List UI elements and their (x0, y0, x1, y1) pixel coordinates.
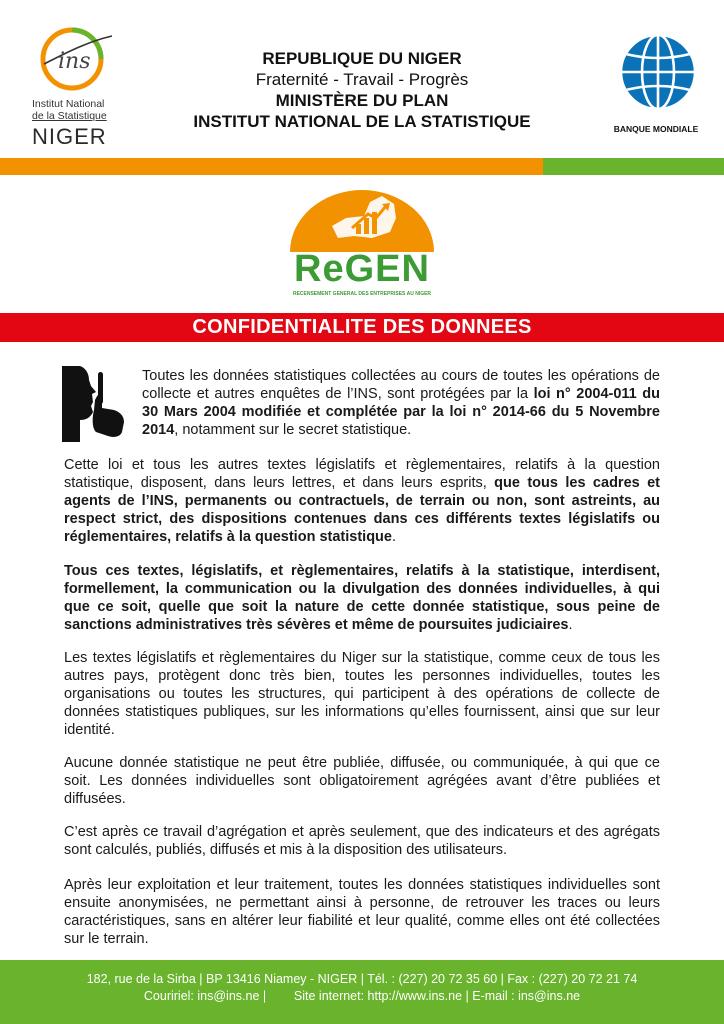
ins-logo-icon (34, 24, 116, 94)
paragraph-5: Aucune donnée statistique ne peut être publiée, diffusée, ou communiquée, à qui que ce soit. Les données individuelles sont obligatoirement agrégées avant d’être publiées et diffusées. (64, 755, 660, 807)
footer-contacts: Couririel: ins@ins.ne | Site internet: http://www.ins.ne | E-mail : ins@ins.ne (143, 989, 581, 1003)
green-band (543, 158, 724, 175)
ins-name: Institut National de la Statistique (32, 98, 107, 122)
footer-address: 182, rue de la Sirba | BP 13416 Niamey - NIGER | Tél. : (227) 20 72 35 60 | Fax : (227) 20 72 21 74 (86, 972, 638, 986)
regen-wordmark: ReGEN (294, 248, 430, 290)
world-bank-label: BANQUE MONDIALE (613, 124, 699, 134)
page-title: CONFIDENTIALITE DES DONNEES (192, 316, 532, 338)
paragraph-4: Les textes législatifs et règlementaires du Niger sur la statistique, comme ceux de tous les autres pays, protègent donc très bien, toutes les personnes individuelles, toutes les organisations ou toutes les structures, qui participent à des opérations de collecte de données statistiques publiques, sur les informations qu’elles fournissent, ainsi que sur leur identité. (64, 650, 660, 738)
footer (0, 960, 724, 1024)
silence-gesture-icon (62, 366, 128, 442)
title-bar (0, 313, 724, 342)
world-bank-globe-icon (618, 32, 698, 112)
national-motto: Fraternité - Travail - Progrès (255, 70, 469, 89)
ins-country: NIGER (32, 124, 107, 149)
regen-tagline: RECENSEMENT GENERAL DES ENTREPRISES AU NIGER (292, 291, 432, 297)
svg-text:ins: ins (58, 49, 91, 74)
header-titles (130, 48, 594, 132)
paragraph-2: Cette loi et tous les autres textes législatifs et règlementaires, relatifs à la question statistique, disposent, dans leurs lettres, et dans leurs esprits, que tous les cadres et agents de l’INS, permanents ou contractuels, de terrain ou non, sont astreints, au respect strict, des dispositions contenues dans ces différents textes législatifs ou réglementaires, relatifs à la question statistique. (64, 457, 660, 545)
paragraph-7: Après leur exploitation et leur traitement, toutes les données statistiques individuelles sont ensuite anonymisées, ne permettant ainsi à personne, de retrouver les traces ou leurs caractéristiques, sans en altérer leur fiabilité et leur qualité, comme elles ont été collectées sur le terrain. (64, 877, 660, 947)
paragraph-6: C’est après ce travail d’agrégation et après seulement, que des indicateurs et des agrégats sont calculés, publiés, diffusés et mis à la disposition des utilisateurs. (64, 824, 660, 858)
regen-logo (286, 188, 438, 304)
paragraph-3: Tous ces textes, législatifs, et règlementaires, relatifs à la statistique, interdisent, formellement, la communication ou la divulgation des données individuelles, à qui que ce soit, quelle que soit la nature de cette donnée statistique, sous peine de sanctions administratives très sévères et même de poursuites judiciaires. (64, 563, 660, 633)
republic-title: REPUBLIQUE DU NIGER (262, 49, 462, 68)
orange-band (0, 158, 543, 175)
ministry-title: MINISTÈRE DU PLAN (275, 91, 449, 110)
regen-niger-map-icon (286, 188, 438, 252)
institute-title: INSTITUT NATIONAL DE LA STATISTIQUE (193, 112, 531, 131)
paragraph-1: Toutes les données statistiques collectées au cours de toutes les opérations de collecte et autres enquêtes de l’INS, sont protégées par la loi n° 2004-011 du 30 Mars 2004 modifiée et complétée par la loi n° 2014-66 du 5 Novembre 2014, notamment sur le secret statistique. (142, 368, 660, 438)
color-band (0, 158, 724, 175)
ins-logo (28, 24, 120, 154)
